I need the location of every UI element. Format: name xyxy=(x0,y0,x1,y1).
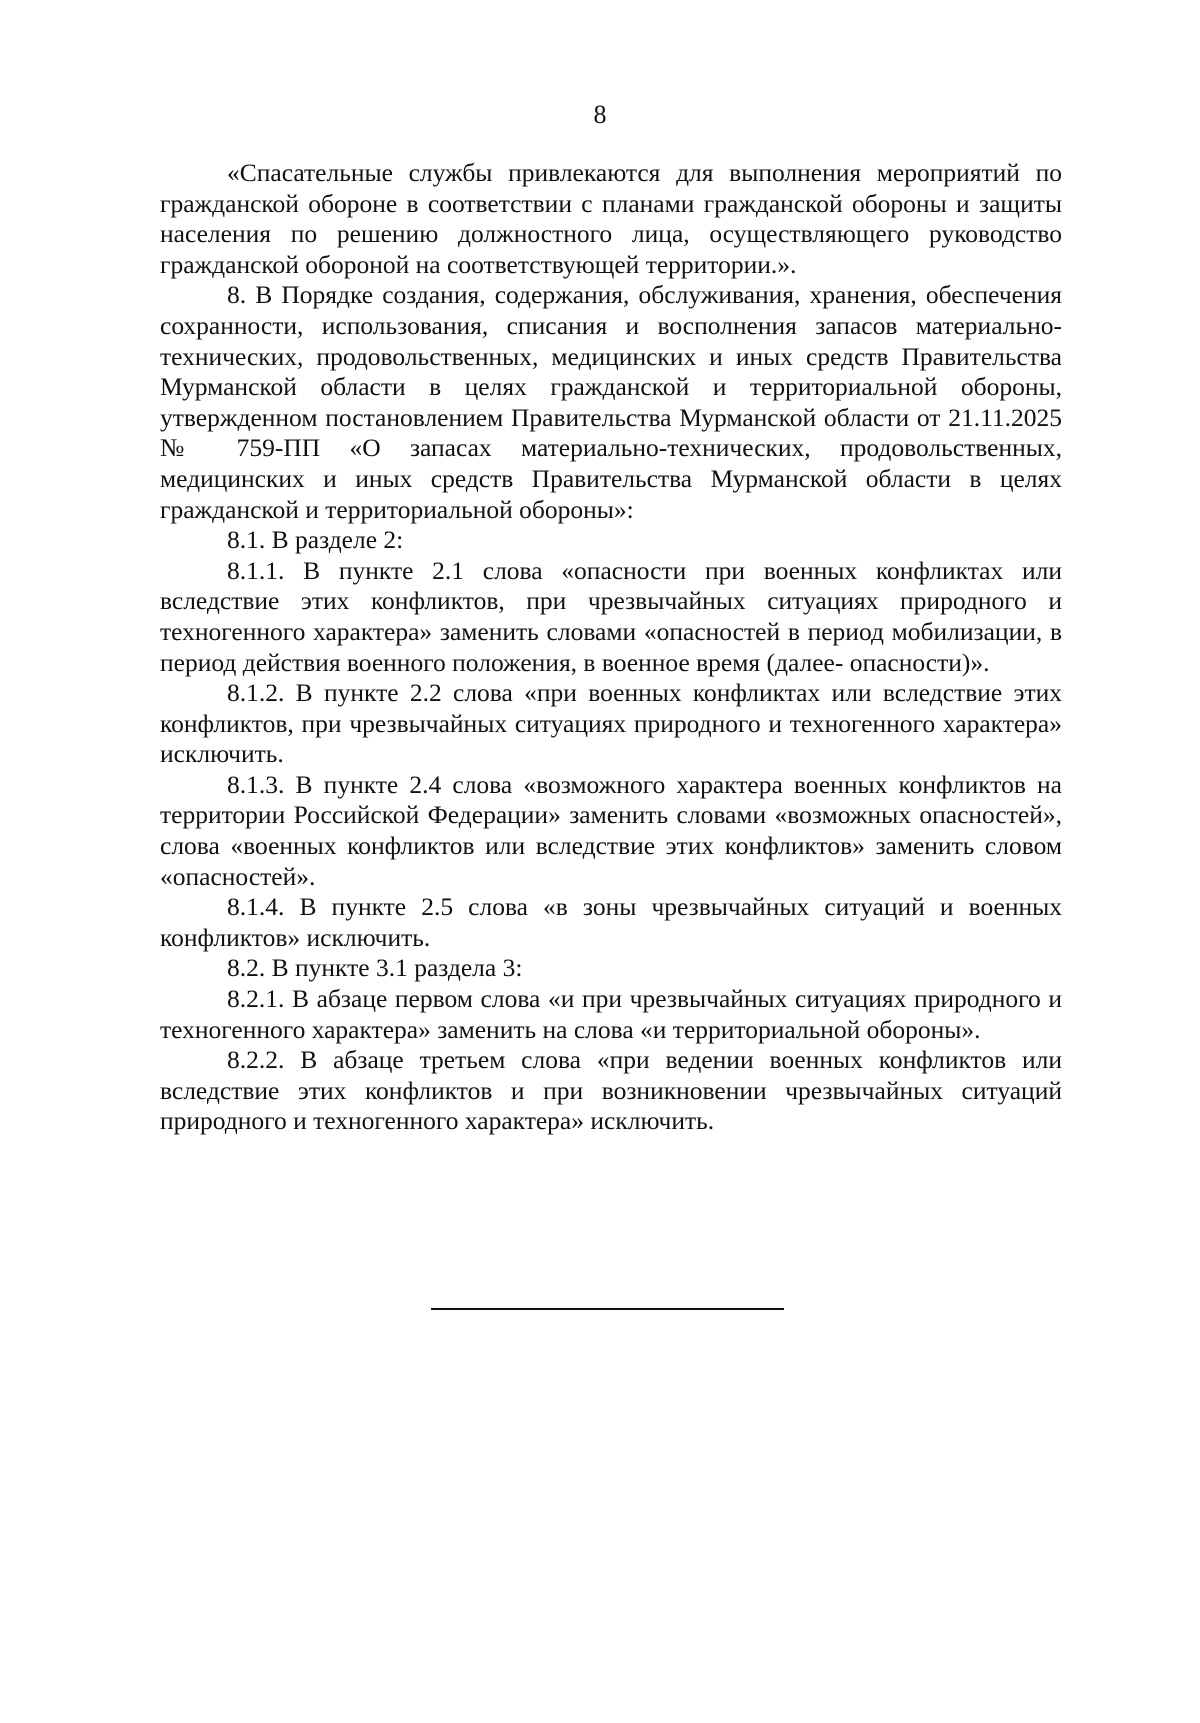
paragraph-item-8-2-2: 8.2.2. В абзаце третьем слова «при ведении военных конфликтов или вследствие этих конфликтов и при возникновении чрезвычайных ситуаций природного и техногенного характера» исключить. xyxy=(160,1045,1062,1136)
end-of-text-rule xyxy=(431,1308,784,1310)
paragraph-item-8-1-1: 8.1.1. В пункте 2.1 слова «опасности при военных конфликтах или вследствие этих конфликтов, при чрезвычайных ситуациях природного и техногенного характера» заменить словами «опасностей в период мобилизации, в период действия военного положения, в военное время (далее- опасности)». xyxy=(160,555,1062,677)
paragraph-item-8-1: 8.1. В разделе 2: xyxy=(227,525,404,555)
paragraph-item-8-1-4: 8.1.4. В пункте 2.5 слова «в зоны чрезвычайных ситуаций и военных конфликтов» исключить. xyxy=(160,892,1062,952)
paragraph-item-8-1-2: 8.1.2. В пункте 2.2 слова «при военных конфликтах или вследствие этих конфликтов, при чрезвычайных ситуациях природного и техногенного характера» исключить. xyxy=(160,678,1062,769)
paragraph-quote-rescue-services: «Спасательные службы привлекаются для выполнения мероприятий по гражданской обороне в соответствии с планами гражданской обороны и защиты населения по решению должностного лица, осуществляющего руководство гражданской обороной на соответствующей территории.». xyxy=(160,158,1062,279)
paragraph-item-8-1-3: 8.1.3. В пункте 2.4 слова «возможного характера военных конфликтов на территории Российской Федерации» заменить словами «возможных опасностей», слова «военных конфликтов или вследствие этих конфликтов» заменить словом «опасностей». xyxy=(160,769,1062,891)
page-number: 8 xyxy=(593,100,607,129)
paragraph-item-8-2-1: 8.2.1. В абзаце первом слова «и при чрезвычайных ситуациях природного и техногенного характера» заменить на слова «и территориальной обороны». xyxy=(160,984,1062,1044)
paragraph-item-8: 8. В Порядке создания, содержания, обслуживания, хранения, обеспечения сохранности, использования, списания и восполнения запасов материально-технических, продовольственных, медицинских и иных средств Правительства Мурманской области в целях гражданской и территориальной обороны, утвержденном постановлением Правительства Мурманской области от 21.11.2025 № 759-ПП «О запасах материально-технических, продовольственных, медицинских и иных средств Правительства Мурманской области в целях гражданской и территориальной обороны»: xyxy=(160,280,1062,524)
document-body xyxy=(160,158,1062,1137)
paragraph-item-8-2: 8.2. В пункте 3.1 раздела 3: xyxy=(227,953,523,983)
